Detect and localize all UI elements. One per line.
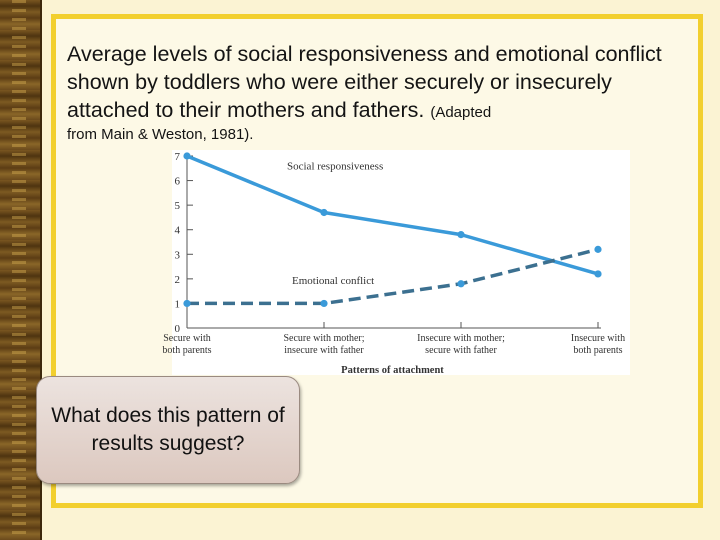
data-point xyxy=(320,209,327,216)
title-main: Average levels of social responsiveness and emotional conflict shown by toddlers who were either securely or insecurely attached to their mothers and fathers. xyxy=(67,42,662,122)
x-tick-label: Insecure with xyxy=(570,333,626,344)
title-tail: (Adapted xyxy=(430,104,492,121)
data-point xyxy=(594,270,601,277)
x-tick-label: secure with father xyxy=(425,345,497,356)
y-tick-label: 4 xyxy=(174,224,180,237)
data-point xyxy=(594,246,601,253)
x-tick-label: Insecure with mother; xyxy=(417,333,505,344)
slide-title xyxy=(67,40,667,127)
data-point xyxy=(183,300,190,307)
y-tick-label: 3 xyxy=(174,249,180,262)
slide-subtitle: from Main & Weston, 1981). xyxy=(67,126,254,143)
x-tick-label: both parents xyxy=(162,345,212,356)
y-tick-label: 7 xyxy=(174,151,180,163)
data-point xyxy=(183,152,190,159)
x-tick-label: Secure with mother; xyxy=(283,333,365,344)
y-tick-label: 6 xyxy=(174,175,180,188)
data-point xyxy=(320,300,327,307)
series-label: Emotional conflict xyxy=(292,274,375,287)
chart-area xyxy=(162,150,630,376)
data-point xyxy=(457,231,464,238)
y-tick-label: 1 xyxy=(174,298,180,311)
x-tick-label: Secure with xyxy=(163,333,211,344)
x-tick-label: both parents xyxy=(573,345,623,356)
x-axis-title: Patterns of attachment xyxy=(341,365,444,376)
x-tick-label: insecure with father xyxy=(284,345,364,356)
y-tick-label: 2 xyxy=(174,273,180,286)
series-line-social-responsiveness xyxy=(187,156,598,274)
y-tick-label: 0 xyxy=(174,323,180,335)
data-point xyxy=(457,280,464,287)
attachment-line-chart xyxy=(162,150,630,376)
question-callout: What does this pattern of results suggest? xyxy=(36,376,300,484)
series-label: Social responsiveness xyxy=(287,160,384,173)
y-tick-label: 5 xyxy=(174,200,180,213)
